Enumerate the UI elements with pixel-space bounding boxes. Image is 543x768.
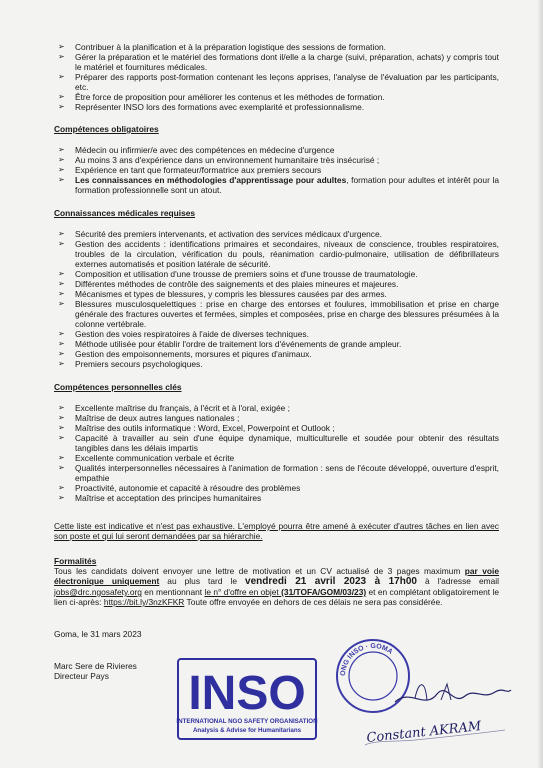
list-item: ➢ Proactivité, autonomie et capacité à résoudre des problèmes	[58, 483, 301, 493]
list-item: ➢ Mécanismes et types de blessures, y compris les blessures causées par des armes.	[58, 289, 387, 299]
medical-knowledge-list	[54, 229, 499, 369]
section-heading: Compétences obligatoires	[54, 124, 159, 134]
list-item: ➢ Gestion des empoisonnements, morsures et piqures d'animaux.	[58, 349, 312, 359]
round-stamp-text: ONG INSO · GOMA	[339, 642, 394, 677]
signature-name-text: Constant AKRAM	[365, 719, 482, 746]
disclaimer-note: Cette liste est indicative et n'est pas exhaustive. L'employé pourra être amené à exécuter d'autres tâches en lien avec son poste et qui lui seront demandées par sa hiérarchie.	[54, 521, 499, 541]
personal-skills-list	[54, 403, 499, 503]
section-heading: Connaissances médicales requises	[54, 208, 196, 218]
list-item: ➢ Maîtrise et acceptation des principes humanitaires	[58, 493, 262, 503]
competences-list	[54, 145, 499, 195]
list-item: ➢ Excellente maîtrise du français, à l'écrit et à l'oral, exigée ;	[58, 403, 290, 413]
signatory-title: Directeur Pays	[54, 671, 109, 681]
arrow-bullet-icon: ➢	[58, 453, 65, 462]
arrow-bullet-icon: ➢	[58, 339, 65, 348]
list-item: ➢ Qualités interpersonnelles nécessaires à l'animation de formation : sens de l'écoute développé, ouverture d'esprit, empathie	[58, 463, 499, 483]
formalites-paragraph: Tous les candidats doivent envoyer une lettre de motivation et un CV actualisé de 3 pages maximum par voie électronique uniquement au plus tard le vendredi 21 avril 2023 à 17h00 à l'adresse email jobs@drc.ngosafety.org en mentionnant le n° d'offre en objet (31/TOFA/GOM/03/23) et en complétant obligatoirement le lien ci-après: https://bit.ly/3nzKFKR Toute offre envoyée en dehors de ces délais ne sera pas considérée.	[54, 566, 500, 607]
stamp-tagline-text: Analysis & Advise for Humanitarians	[192, 727, 302, 734]
section-heading: Compétences personnelles clés	[54, 382, 182, 392]
arrow-bullet-icon: ➢	[58, 229, 65, 238]
arrow-bullet-icon: ➢	[58, 413, 65, 422]
formalites-heading: Formalités	[54, 556, 97, 566]
list-item: ➢ Gestion des voies respiratoires à l'aide de diverses techniques.	[58, 329, 309, 339]
signatory-name: Marc Sere de Rivieres	[54, 661, 137, 671]
arrow-bullet-icon: ➢	[58, 329, 65, 338]
arrow-bullet-icon: ➢	[58, 299, 65, 308]
arrow-bullet-icon: ➢	[58, 433, 65, 442]
page-edge-shadow	[537, 0, 543, 768]
arrow-bullet-icon: ➢	[58, 279, 65, 288]
application-link[interactable]: https://bit.ly/3nzKFKR	[103, 597, 185, 607]
signature-stroke	[395, 690, 511, 702]
arrow-bullet-icon: ➢	[58, 349, 65, 358]
email-link[interactable]: jobs@drc.ngosafety.org	[54, 587, 142, 597]
arrow-bullet-icon: ➢	[58, 175, 65, 184]
document-content	[54, 42, 499, 681]
list-item: ➢ Blessures musculosquelettiques : prise en charge des entorses et foulures, immobilisation et prise en charge générale des fractures ouvertes et fermées, simples et composées, prise en charge des blessures présumées à la colonne vertébrale.	[58, 299, 499, 329]
inso-stamp	[176, 657, 318, 741]
list-item: ➢ Capacité à travailler au sein d'une équipe dynamique, multiculturelle et soudée pour obtenir des résultats tangibles dans les délais impartis	[58, 433, 499, 453]
intro-list	[54, 42, 499, 112]
list-item: ➢ Représenter INSO lors des formations avec exemplarité et professionnalisme.	[58, 102, 365, 112]
place-date: Goma, le 31 mars 2023	[54, 629, 142, 639]
list-item: ➢ Différentes méthodes de contrôle des saignements et des plaies mineures et majeures.	[58, 279, 399, 289]
arrow-bullet-icon: ➢	[58, 269, 65, 278]
inso-logo-text: INSO	[188, 667, 306, 720]
list-item: ➢ Gestion des accidents : identifications primaires et secondaires, niveaux de conscience, troubles respiratoires, troubles de la circulation, vérification du pouls, réanimation cardio-pulmonaire, utilisation de défibrillateurs externes automatisés et position latérale de sécurité.	[58, 239, 499, 269]
list-item: ➢ Préparer des rapports post-formation contenant les leçons apprises, l'analyse de l'évaluation par les participants, etc.	[58, 72, 499, 92]
arrow-bullet-icon: ➢	[58, 102, 65, 111]
arrow-bullet-icon: ➢	[58, 145, 65, 154]
list-item: ➢ Maîtrise de deux autres langues nationales ;	[58, 413, 240, 423]
list-item: ➢ Excellente communication verbale et écrite	[58, 453, 235, 463]
arrow-bullet-icon: ➢	[58, 463, 65, 472]
list-item: ➢ Les connaissances en méthodologies d'apprentissage pour adultes, formation pour adultes et intérêt pour la formation professionnelle sont un atout.	[58, 175, 499, 195]
list-item: ➢ Être force de proposition pour améliorer les contenus et les méthodes de formation.	[58, 92, 385, 102]
arrow-bullet-icon: ➢	[58, 289, 65, 298]
list-item: ➢ Expérience en tant que formateur/formatrice aux premiers secours	[58, 165, 322, 175]
arrow-bullet-icon: ➢	[58, 493, 65, 502]
arrow-bullet-icon: ➢	[58, 359, 65, 368]
arrow-bullet-icon: ➢	[58, 239, 65, 248]
list-item: ➢ Gérer la préparation et le matériel des formations dont il/elle a la charge (suivi, préparation, achats) y compris tout le matériel et fournitures médicales.	[58, 52, 499, 72]
arrow-bullet-icon: ➢	[58, 155, 65, 164]
stamp-org-text: INTERNATIONAL NGO SAFETY ORGANISATION	[176, 718, 318, 725]
list-item: ➢ Contribuer à la planification et à la préparation logistique des sessions de formation.	[58, 42, 386, 52]
list-item: ➢ Méthode utilisée pour établir l'ordre de traitement lors d'événements de grande ampleur.	[58, 339, 402, 349]
arrow-bullet-icon: ➢	[58, 423, 65, 432]
list-item: ➢ Maîtrise des outils informatique : Word, Excel, Powerpoint et Outlook ;	[58, 423, 335, 433]
arrow-bullet-icon: ➢	[58, 42, 65, 51]
handwritten-signature	[355, 650, 515, 760]
arrow-bullet-icon: ➢	[58, 403, 65, 412]
arrow-bullet-icon: ➢	[58, 483, 65, 492]
list-item: ➢ Premiers secours psychologiques.	[58, 359, 203, 369]
list-item: ➢ Au moins 3 ans d'expérience dans un environnement humanitaire très insécurisé ;	[58, 155, 380, 165]
arrow-bullet-icon: ➢	[58, 52, 65, 61]
list-item: ➢ Composition et utilisation d'une trousse de premiers soins et d'une trousse de traumatologie.	[58, 269, 418, 279]
arrow-bullet-icon: ➢	[58, 92, 65, 101]
list-item: ➢ Médecin ou infirmier/e avec des compétences en médecine d'urgence	[58, 145, 335, 155]
arrow-bullet-icon: ➢	[58, 165, 65, 174]
list-item: ➢ Sécurité des premiers intervenants, et activation des services médicaux d'urgence.	[58, 229, 382, 239]
arrow-bullet-icon: ➢	[58, 72, 65, 81]
